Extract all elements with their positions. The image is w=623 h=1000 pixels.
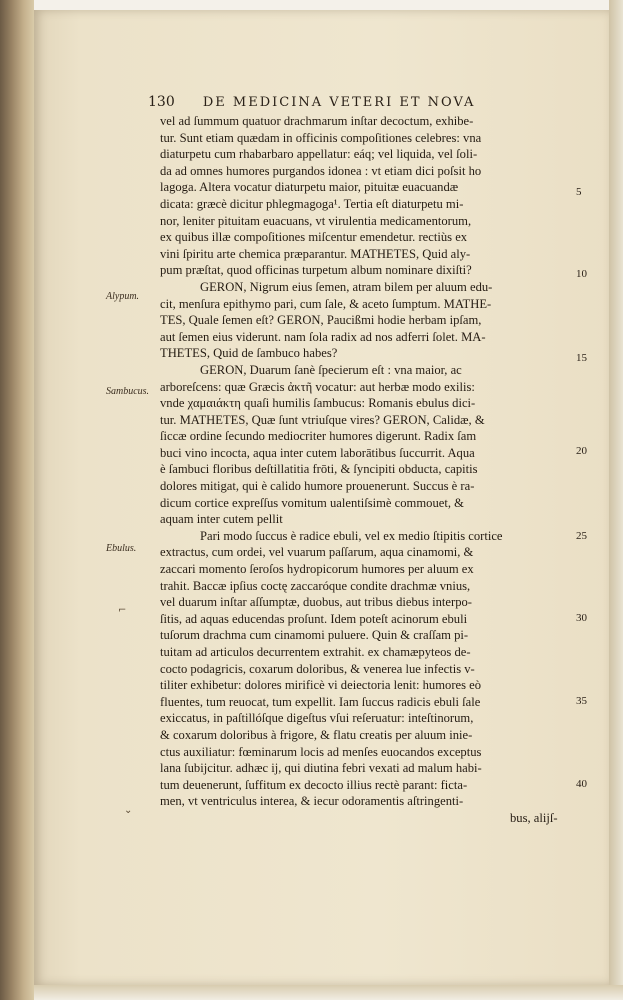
text-line: exiccatus, in paſtillóſque digeſtus vſui reſeruatur: inteſtinorum, (160, 711, 474, 726)
text-line: tuſorum drachma cum cinamomi puluere. Quin & craſſam pi- (160, 628, 469, 643)
margin-dash-mark: ⌐ (118, 605, 127, 616)
text-line: dicum cortice expreſſus vomitum ualentiſsimè commouet, & (160, 495, 464, 510)
text-line: THETES, Quid de ſambuco habes? (160, 346, 338, 361)
text-line: ſiccæ ordine ſecundo mediocriter humores digerunt. Radix ſam (160, 429, 477, 444)
text-line: ex quibus illæ compoſitiones miſcentur emendetur. rectiùs ex (160, 230, 468, 245)
text-line: tur. Sunt etiam quædam in officinis compoſitiones celebres: vna (160, 130, 482, 145)
line-number: 30 (576, 612, 587, 624)
text-line: vel ad ſummum quatuor drachmarum inſtar decoctum, exhibe- (160, 114, 474, 128)
text-line: aquam inter cutem pellit (160, 512, 283, 527)
margin-note-alypum: Alypum. (106, 291, 140, 302)
line-number: 40 (576, 778, 587, 790)
running-head-title: DE MEDICINA VETERI ET NOVA (202, 95, 476, 110)
text-line: buci vino incocta, aqua inter cutem laborātibus ſuccurrit. Aqua (160, 445, 475, 460)
body-text (160, 113, 570, 827)
text-line: tuitam ad articulos decurrentem extrahit. ex chamæpyteos de- (160, 645, 471, 659)
text-line: lana ſubijcitur. adhæc ij, qui diutina febri vexati ad malum habi- (160, 761, 482, 776)
text-line: GERON, Nigrum eius ſemen, atram bilem per aluum edu- (200, 279, 493, 294)
book-binding (0, 0, 34, 1000)
text-line: & coxarum doloribus à frigore, & flatu creatis per aluum inie- (160, 727, 473, 742)
text-line: è ſambuci floribus deſtillatitia frōti, & ſyncipiti obducta, capitis (160, 462, 478, 477)
text-line: ſitis, ad aquas educendas proſunt. Idem poteſt acinorum ebuli (160, 611, 468, 626)
text-line: lagoga. Altera vocatur diaturpetu maior, pituitæ euacuandæ (160, 180, 459, 195)
text-line: tum deuenerunt, ſuffitum ex decocto illius rectè parant: ficta- (160, 777, 468, 792)
text-line: trahit. Baccæ ipſius coctę zaccaróque condite drachmæ vnius, (160, 578, 471, 593)
text-line: vini ſpiritu arte chemica præparantur. MATHETES, Quid aly- (160, 246, 471, 261)
page-number: 130 (148, 94, 175, 110)
line-number: 5 (576, 186, 582, 198)
running-header (148, 94, 528, 110)
margin-note-ebulus: Ebulus. (106, 543, 137, 554)
line-number: 15 (576, 352, 587, 364)
margin-note-sambucus: Sambucus. (106, 386, 150, 397)
page-edge (609, 0, 623, 1000)
text-line: men, vt ventriculus interea, & iecur odoramentis aſtringenti- (160, 794, 464, 809)
text-line: vel duarum inſtar aſſumptæ, duobus, aut tribus diebus interpo- (160, 595, 472, 610)
text-line: cocto podagricis, coxarum doloribus, & venerea lue infectis v- (160, 661, 475, 676)
text-line: arboreſcens: quæ Græcis ἀκτῆ vocatur: aut herbæ modo exilis: (160, 379, 475, 394)
text-line: bus, alijſ- (510, 810, 558, 825)
text-line: cit, menſura epithymo pari, cum ſale, & aceto ſumptum. MATHE- (160, 296, 492, 311)
text-line: ctus auxiliatur: fœminarum locis ad menſes euocandos exceptus (160, 744, 482, 759)
text-line: tur. MATHETES, Quæ ſunt vtriuſque vires? GERON, Calidæ, & (160, 412, 485, 427)
line-number: 10 (576, 268, 587, 280)
line-number: 35 (576, 695, 587, 707)
text-line: zaccari momento ſeroſos hydropicorum humores per aluum ex (160, 562, 474, 577)
text-line: diaturpetu cum rhabarbaro appellatur: eáq; vel liquida, vel ſoli- (160, 147, 478, 162)
text-line: dicata: græcè dicitur phlegmagoga¹. Tertia eſt diaturpetu mi- (160, 196, 464, 211)
text-line: GERON, Duarum ſanè ſpecierum eſt : vna maior, ac (200, 362, 462, 377)
line-number: 20 (576, 445, 587, 457)
bottom-edge (34, 985, 623, 1000)
text-line: pum præſtat, quod officinas turpetum album nominare dixiſti? (160, 263, 472, 278)
text-line: nor, leniter pituitam euacuans, vt virulentia medicamentorum, (160, 213, 472, 228)
text-line: da ad omnes humores purgandos idonea : vt etiam dici poſsit ho (160, 163, 482, 178)
text-line: Pari modo ſuccus è radice ebuli, vel ex medio ſtipitis cortice (200, 528, 503, 543)
text-line: aut ſemen eius viderunt. nam ſola radix ad nos adferri ſolet. MA- (160, 329, 486, 344)
margin-tick-mark: ⌄ (124, 805, 133, 816)
text-line: tiliter exhibetur: dolores mirificè vi deiectoria lenit: humores eò (160, 678, 482, 693)
text-line: dolores mitigat, qui è calido humore prouenerunt. Succus è ra- (160, 479, 475, 494)
text-line: vnde χαμαιάκτη quaſi humilis ſambucus: Romanis ebulus dici- (160, 396, 476, 411)
text-line: extractus, cum ordei, vel vuarum paſſarum, aqua cinamomi, & (160, 545, 474, 560)
line-number: 25 (576, 530, 587, 542)
text-line: fluentes, tum reuocat, tum expellit. Iam ſuccus radicis ebuli ſale (160, 694, 481, 709)
text-line: TES, Quale ſemen eſt? GERON, Paucißmi hodie herbam ipſam, (160, 313, 482, 328)
